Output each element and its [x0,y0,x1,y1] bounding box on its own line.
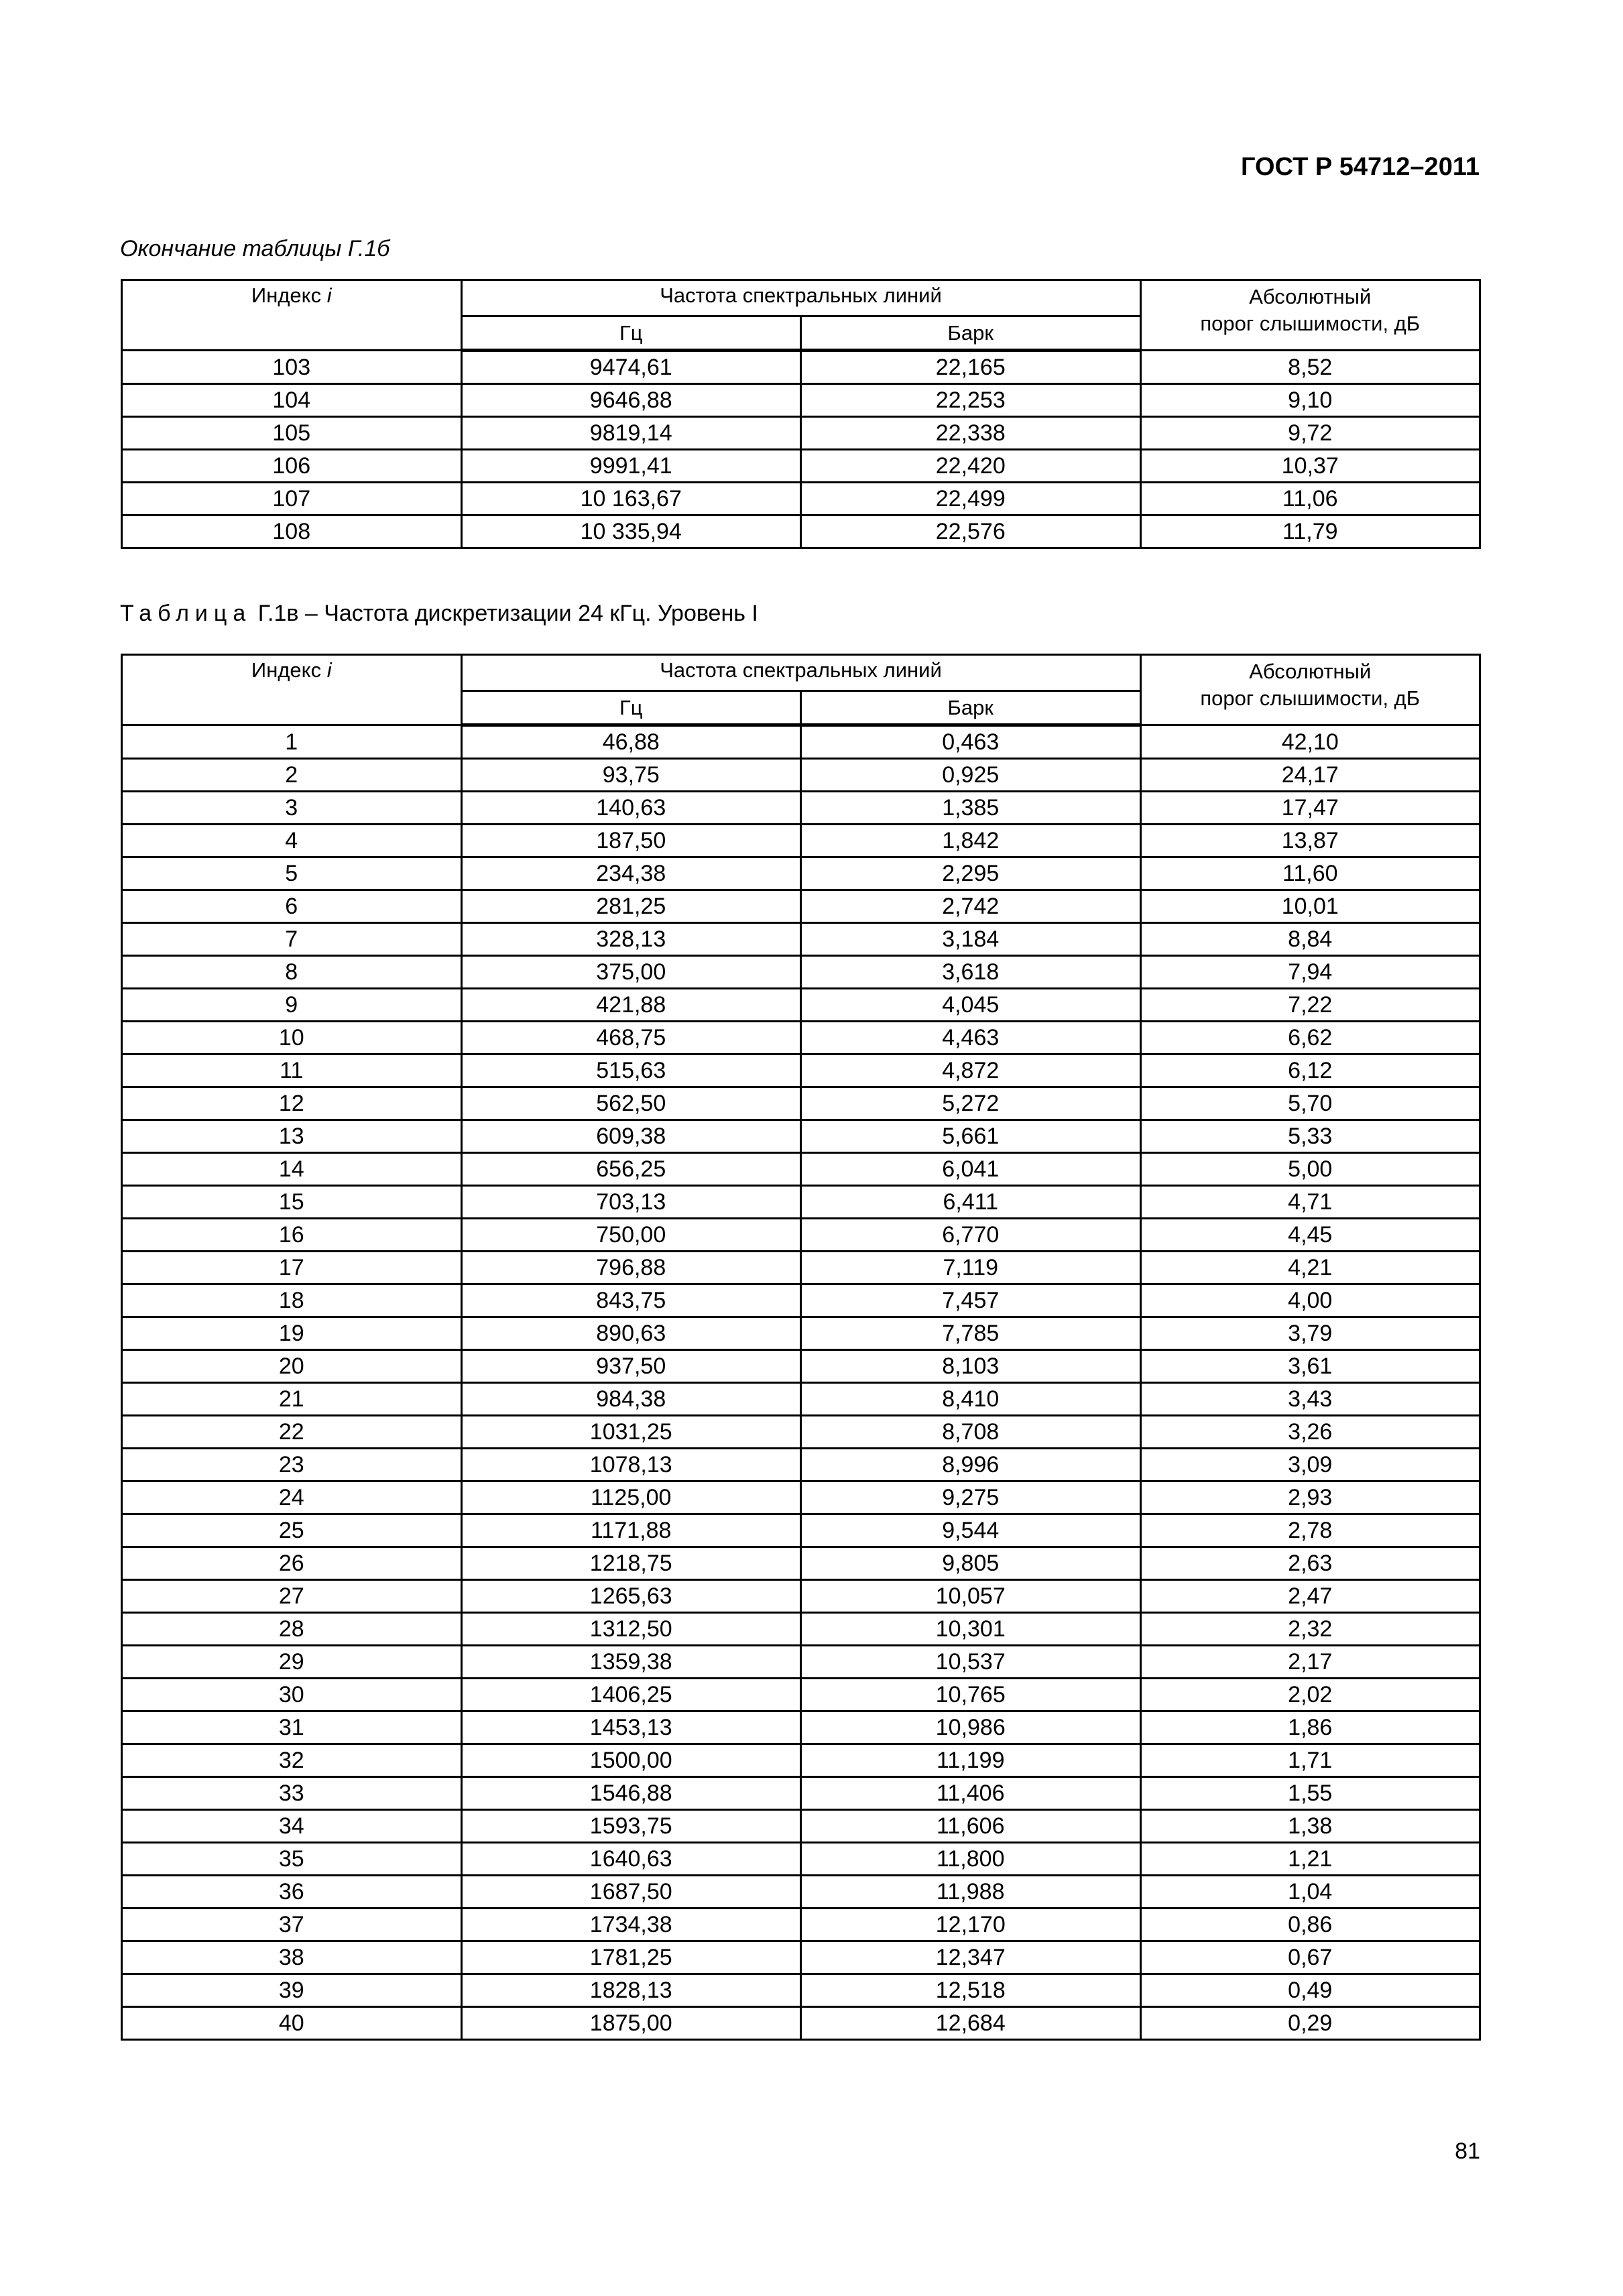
bark-cell: 11,606 [801,1810,1141,1843]
table-row [122,1646,1480,1679]
table-row [122,1909,1480,1941]
hz-cell: 515,63 [461,1054,801,1087]
threshold-cell: 8,52 [1140,351,1480,384]
bark-cell: 12,170 [801,1909,1141,1941]
threshold-column-header: Абсолютный порог слышимости, дБ [1140,655,1480,725]
table-row [122,1219,1480,1252]
table-row [122,956,1480,989]
threshold-cell: 42,10 [1140,725,1480,759]
hz-cell: 1546,88 [461,1777,801,1810]
threshold-cell: 1,55 [1140,1777,1480,1810]
hz-cell: 46,88 [461,725,801,759]
bark-cell: 2,295 [801,857,1141,890]
hz-cell: 562,50 [461,1087,801,1120]
threshold-cell: 4,21 [1140,1252,1480,1284]
hz-cell: 281,25 [461,890,801,923]
threshold-cell: 3,79 [1140,1317,1480,1350]
table-row [122,923,1480,956]
bark-cell: 10,301 [801,1613,1141,1646]
index-cell: 11 [122,1054,462,1087]
table-row [122,351,1480,384]
threshold-cell: 1,38 [1140,1810,1480,1843]
bark-cell: 22,576 [801,516,1141,548]
hz-cell: 1265,63 [461,1580,801,1613]
table-row [122,1449,1480,1482]
index-cell: 5 [122,857,462,890]
hz-cell: 890,63 [461,1317,801,1350]
threshold-cell: 0,67 [1140,1941,1480,1974]
threshold-cell: 2,17 [1140,1646,1480,1679]
bark-cell: 1,385 [801,792,1141,825]
frequency-table [121,654,1481,2041]
table-row [122,1383,1480,1416]
table-row [122,384,1480,417]
table-row [122,1843,1480,1876]
index-cell: 34 [122,1810,462,1843]
bark-cell: 8,996 [801,1449,1141,1482]
threshold-cell: 1,04 [1140,1876,1480,1909]
hz-cell: 1218,75 [461,1547,801,1580]
index-cell: 7 [122,923,462,956]
table-row [122,1810,1480,1843]
index-cell: 36 [122,1876,462,1909]
index-cell: 8 [122,956,462,989]
index-cell: 16 [122,1219,462,1252]
threshold-cell: 3,09 [1140,1449,1480,1482]
index-cell: 22 [122,1416,462,1449]
table-row [122,1284,1480,1317]
bark-cell: 10,057 [801,1580,1141,1613]
table-row [122,516,1480,548]
bark-cell: 11,988 [801,1876,1141,1909]
table-row [122,1613,1480,1646]
hz-cell: 1312,50 [461,1613,801,1646]
index-cell: 3 [122,792,462,825]
hz-cell: 187,50 [461,825,801,857]
threshold-cell: 24,17 [1140,759,1480,792]
table-row [122,1120,1480,1153]
threshold-cell: 11,79 [1140,516,1480,548]
table-row [122,1941,1480,1974]
bark-cell: 12,684 [801,2007,1141,2040]
hz-cell: 375,00 [461,956,801,989]
bark-cell: 22,420 [801,450,1141,483]
index-cell: 30 [122,1679,462,1711]
index-cell: 17 [122,1252,462,1284]
index-cell: 14 [122,1153,462,1186]
table-row [122,825,1480,857]
hz-cell: 1828,13 [461,1974,801,2007]
threshold-cell: 1,86 [1140,1711,1480,1744]
frequency-column-header: Частота спектральных линий [461,280,1140,316]
hz-cell: 984,38 [461,1383,801,1416]
bark-cell: 11,406 [801,1777,1141,1810]
table-row [122,2007,1480,2040]
index-column-header: Индекс i [122,655,462,725]
threshold-cell: 4,00 [1140,1284,1480,1317]
continuation-caption: Окончание таблицы Г.1б [120,236,390,261]
index-cell: 6 [122,890,462,923]
index-column-header: Индекс i [122,280,462,351]
index-cell: 21 [122,1383,462,1416]
hz-cell: 1781,25 [461,1941,801,1974]
index-cell: 37 [122,1909,462,1941]
threshold-cell: 11,60 [1140,857,1480,890]
index-cell: 108 [122,516,462,548]
threshold-cell: 2,78 [1140,1514,1480,1547]
threshold-cell: 3,61 [1140,1350,1480,1383]
bark-cell: 12,518 [801,1974,1141,2007]
threshold-cell: 7,22 [1140,989,1480,1022]
table-row [122,792,1480,825]
hz-cell: 937,50 [461,1350,801,1383]
index-cell: 27 [122,1580,462,1613]
bark-cell: 2,742 [801,890,1141,923]
bark-cell: 5,661 [801,1120,1141,1153]
table-row [122,1711,1480,1744]
continuation-table [121,279,1481,549]
hz-cell: 93,75 [461,759,801,792]
index-cell: 28 [122,1613,462,1646]
bark-column-header: Барк [801,691,1141,725]
threshold-cell: 0,86 [1140,1909,1480,1941]
index-cell: 4 [122,825,462,857]
index-cell: 107 [122,483,462,516]
table-row [122,1153,1480,1186]
index-cell: 15 [122,1186,462,1219]
hz-cell: 1640,63 [461,1843,801,1876]
table-row [122,1054,1480,1087]
threshold-cell: 2,32 [1140,1613,1480,1646]
index-cell: 29 [122,1646,462,1679]
hz-cell: 1734,38 [461,1909,801,1941]
threshold-cell: 5,70 [1140,1087,1480,1120]
bark-cell: 10,537 [801,1646,1141,1679]
threshold-cell: 2,47 [1140,1580,1480,1613]
threshold-cell: 5,00 [1140,1153,1480,1186]
table-row [122,1514,1480,1547]
hz-cell: 703,13 [461,1186,801,1219]
document-id: ГОСТ Р 54712–2011 [1240,153,1480,181]
index-cell: 25 [122,1514,462,1547]
table-row [122,725,1480,759]
hz-cell: 1687,50 [461,1876,801,1909]
bark-cell: 3,184 [801,923,1141,956]
index-cell: 23 [122,1449,462,1482]
table-row [122,1087,1480,1120]
hz-cell: 1171,88 [461,1514,801,1547]
bark-cell: 12,347 [801,1941,1141,1974]
table-row [122,1482,1480,1514]
bark-cell: 9,275 [801,1482,1141,1514]
bark-cell: 8,708 [801,1416,1141,1449]
threshold-cell: 1,71 [1140,1744,1480,1777]
hz-cell: 843,75 [461,1284,801,1317]
table-row [122,1022,1480,1054]
frequency-table-body [122,725,1480,2040]
index-cell: 39 [122,1974,462,2007]
hz-cell: 1031,25 [461,1416,801,1449]
hz-cell: 750,00 [461,1219,801,1252]
threshold-cell: 2,93 [1140,1482,1480,1514]
threshold-column-header: Абсолютный порог слышимости, дБ [1140,280,1480,351]
bark-cell: 9,544 [801,1514,1141,1547]
threshold-cell: 6,12 [1140,1054,1480,1087]
table-row [122,1416,1480,1449]
index-cell: 9 [122,989,462,1022]
hz-column-header: Гц [461,691,801,725]
index-cell: 10 [122,1022,462,1054]
index-cell: 1 [122,725,462,759]
hz-cell: 328,13 [461,923,801,956]
bark-cell: 10,765 [801,1679,1141,1711]
hz-cell: 1078,13 [461,1449,801,1482]
bark-cell: 8,103 [801,1350,1141,1383]
threshold-cell: 0,29 [1140,2007,1480,2040]
threshold-cell: 2,02 [1140,1679,1480,1711]
bark-cell: 0,463 [801,725,1141,759]
bark-cell: 3,618 [801,956,1141,989]
hz-cell: 140,63 [461,792,801,825]
index-cell: 103 [122,351,462,384]
bark-cell: 7,457 [801,1284,1141,1317]
hz-cell: 1125,00 [461,1482,801,1514]
table-row [122,1679,1480,1711]
bark-cell: 11,800 [801,1843,1141,1876]
index-cell: 19 [122,1317,462,1350]
hz-cell: 1500,00 [461,1744,801,1777]
bark-cell: 5,272 [801,1087,1141,1120]
index-cell: 32 [122,1744,462,1777]
threshold-cell: 9,10 [1140,384,1480,417]
threshold-cell: 1,21 [1140,1843,1480,1876]
table-row [122,1876,1480,1909]
threshold-cell: 2,63 [1140,1547,1480,1580]
hz-cell: 1359,38 [461,1646,801,1679]
threshold-cell: 9,72 [1140,417,1480,450]
threshold-cell: 17,47 [1140,792,1480,825]
table-row [122,1777,1480,1810]
bark-cell: 22,165 [801,351,1141,384]
index-cell: 31 [122,1711,462,1744]
hz-cell: 9646,88 [461,384,801,417]
index-cell: 20 [122,1350,462,1383]
table-row [122,417,1480,450]
hz-column-header: Гц [461,316,801,351]
hz-cell: 1593,75 [461,1810,801,1843]
frequency-column-header: Частота спектральных линий [461,655,1140,691]
table-caption: Таблица Г.1в – Частота дискретизации 24 кГц. Уровень I [120,601,758,626]
table-row [122,890,1480,923]
index-cell: 35 [122,1843,462,1876]
table-row [122,1350,1480,1383]
index-cell: 104 [122,384,462,417]
table-row [122,759,1480,792]
index-cell: 18 [122,1284,462,1317]
bark-cell: 0,925 [801,759,1141,792]
table-row [122,1317,1480,1350]
threshold-cell: 3,43 [1140,1383,1480,1416]
index-cell: 12 [122,1087,462,1120]
table-row [122,1252,1480,1284]
bark-cell: 4,045 [801,989,1141,1022]
table-row [122,989,1480,1022]
bark-cell: 9,805 [801,1547,1141,1580]
index-cell: 106 [122,450,462,483]
index-cell: 13 [122,1120,462,1153]
index-cell: 26 [122,1547,462,1580]
hz-cell: 1453,13 [461,1711,801,1744]
hz-cell: 10 335,94 [461,516,801,548]
bark-cell: 6,770 [801,1219,1141,1252]
bark-cell: 22,253 [801,384,1141,417]
hz-cell: 796,88 [461,1252,801,1284]
table-row [122,1744,1480,1777]
threshold-cell: 11,06 [1140,483,1480,516]
hz-cell: 421,88 [461,989,801,1022]
bark-column-header: Барк [801,316,1141,351]
threshold-cell: 13,87 [1140,825,1480,857]
index-cell: 40 [122,2007,462,2040]
hz-cell: 234,38 [461,857,801,890]
table-row [122,450,1480,483]
hz-cell: 9474,61 [461,351,801,384]
page-number: 81 [1455,2138,1480,2164]
threshold-cell: 7,94 [1140,956,1480,989]
threshold-cell: 5,33 [1140,1120,1480,1153]
threshold-cell: 8,84 [1140,923,1480,956]
threshold-cell: 6,62 [1140,1022,1480,1054]
threshold-cell: 3,26 [1140,1416,1480,1449]
table-row [122,1547,1480,1580]
continuation-table-body [122,351,1480,548]
hz-cell: 1875,00 [461,2007,801,2040]
index-cell: 38 [122,1941,462,1974]
hz-cell: 468,75 [461,1022,801,1054]
index-cell: 2 [122,759,462,792]
bark-cell: 1,842 [801,825,1141,857]
bark-cell: 6,041 [801,1153,1141,1186]
bark-cell: 22,338 [801,417,1141,450]
hz-cell: 9991,41 [461,450,801,483]
threshold-cell: 4,45 [1140,1219,1480,1252]
bark-cell: 11,199 [801,1744,1141,1777]
bark-cell: 7,119 [801,1252,1141,1284]
hz-cell: 656,25 [461,1153,801,1186]
hz-cell: 9819,14 [461,417,801,450]
index-cell: 105 [122,417,462,450]
bark-cell: 7,785 [801,1317,1141,1350]
index-cell: 33 [122,1777,462,1810]
bark-cell: 4,463 [801,1022,1141,1054]
hz-cell: 609,38 [461,1120,801,1153]
bark-cell: 22,499 [801,483,1141,516]
table-row [122,1580,1480,1613]
bark-cell: 4,872 [801,1054,1141,1087]
threshold-cell: 0,49 [1140,1974,1480,2007]
table-row [122,857,1480,890]
table-row [122,1186,1480,1219]
table-row [122,483,1480,516]
threshold-cell: 10,37 [1140,450,1480,483]
table-row [122,1974,1480,2007]
hz-cell: 1406,25 [461,1679,801,1711]
threshold-cell: 4,71 [1140,1186,1480,1219]
index-cell: 24 [122,1482,462,1514]
threshold-cell: 10,01 [1140,890,1480,923]
bark-cell: 6,411 [801,1186,1141,1219]
bark-cell: 10,986 [801,1711,1141,1744]
bark-cell: 8,410 [801,1383,1141,1416]
hz-cell: 10 163,67 [461,483,801,516]
